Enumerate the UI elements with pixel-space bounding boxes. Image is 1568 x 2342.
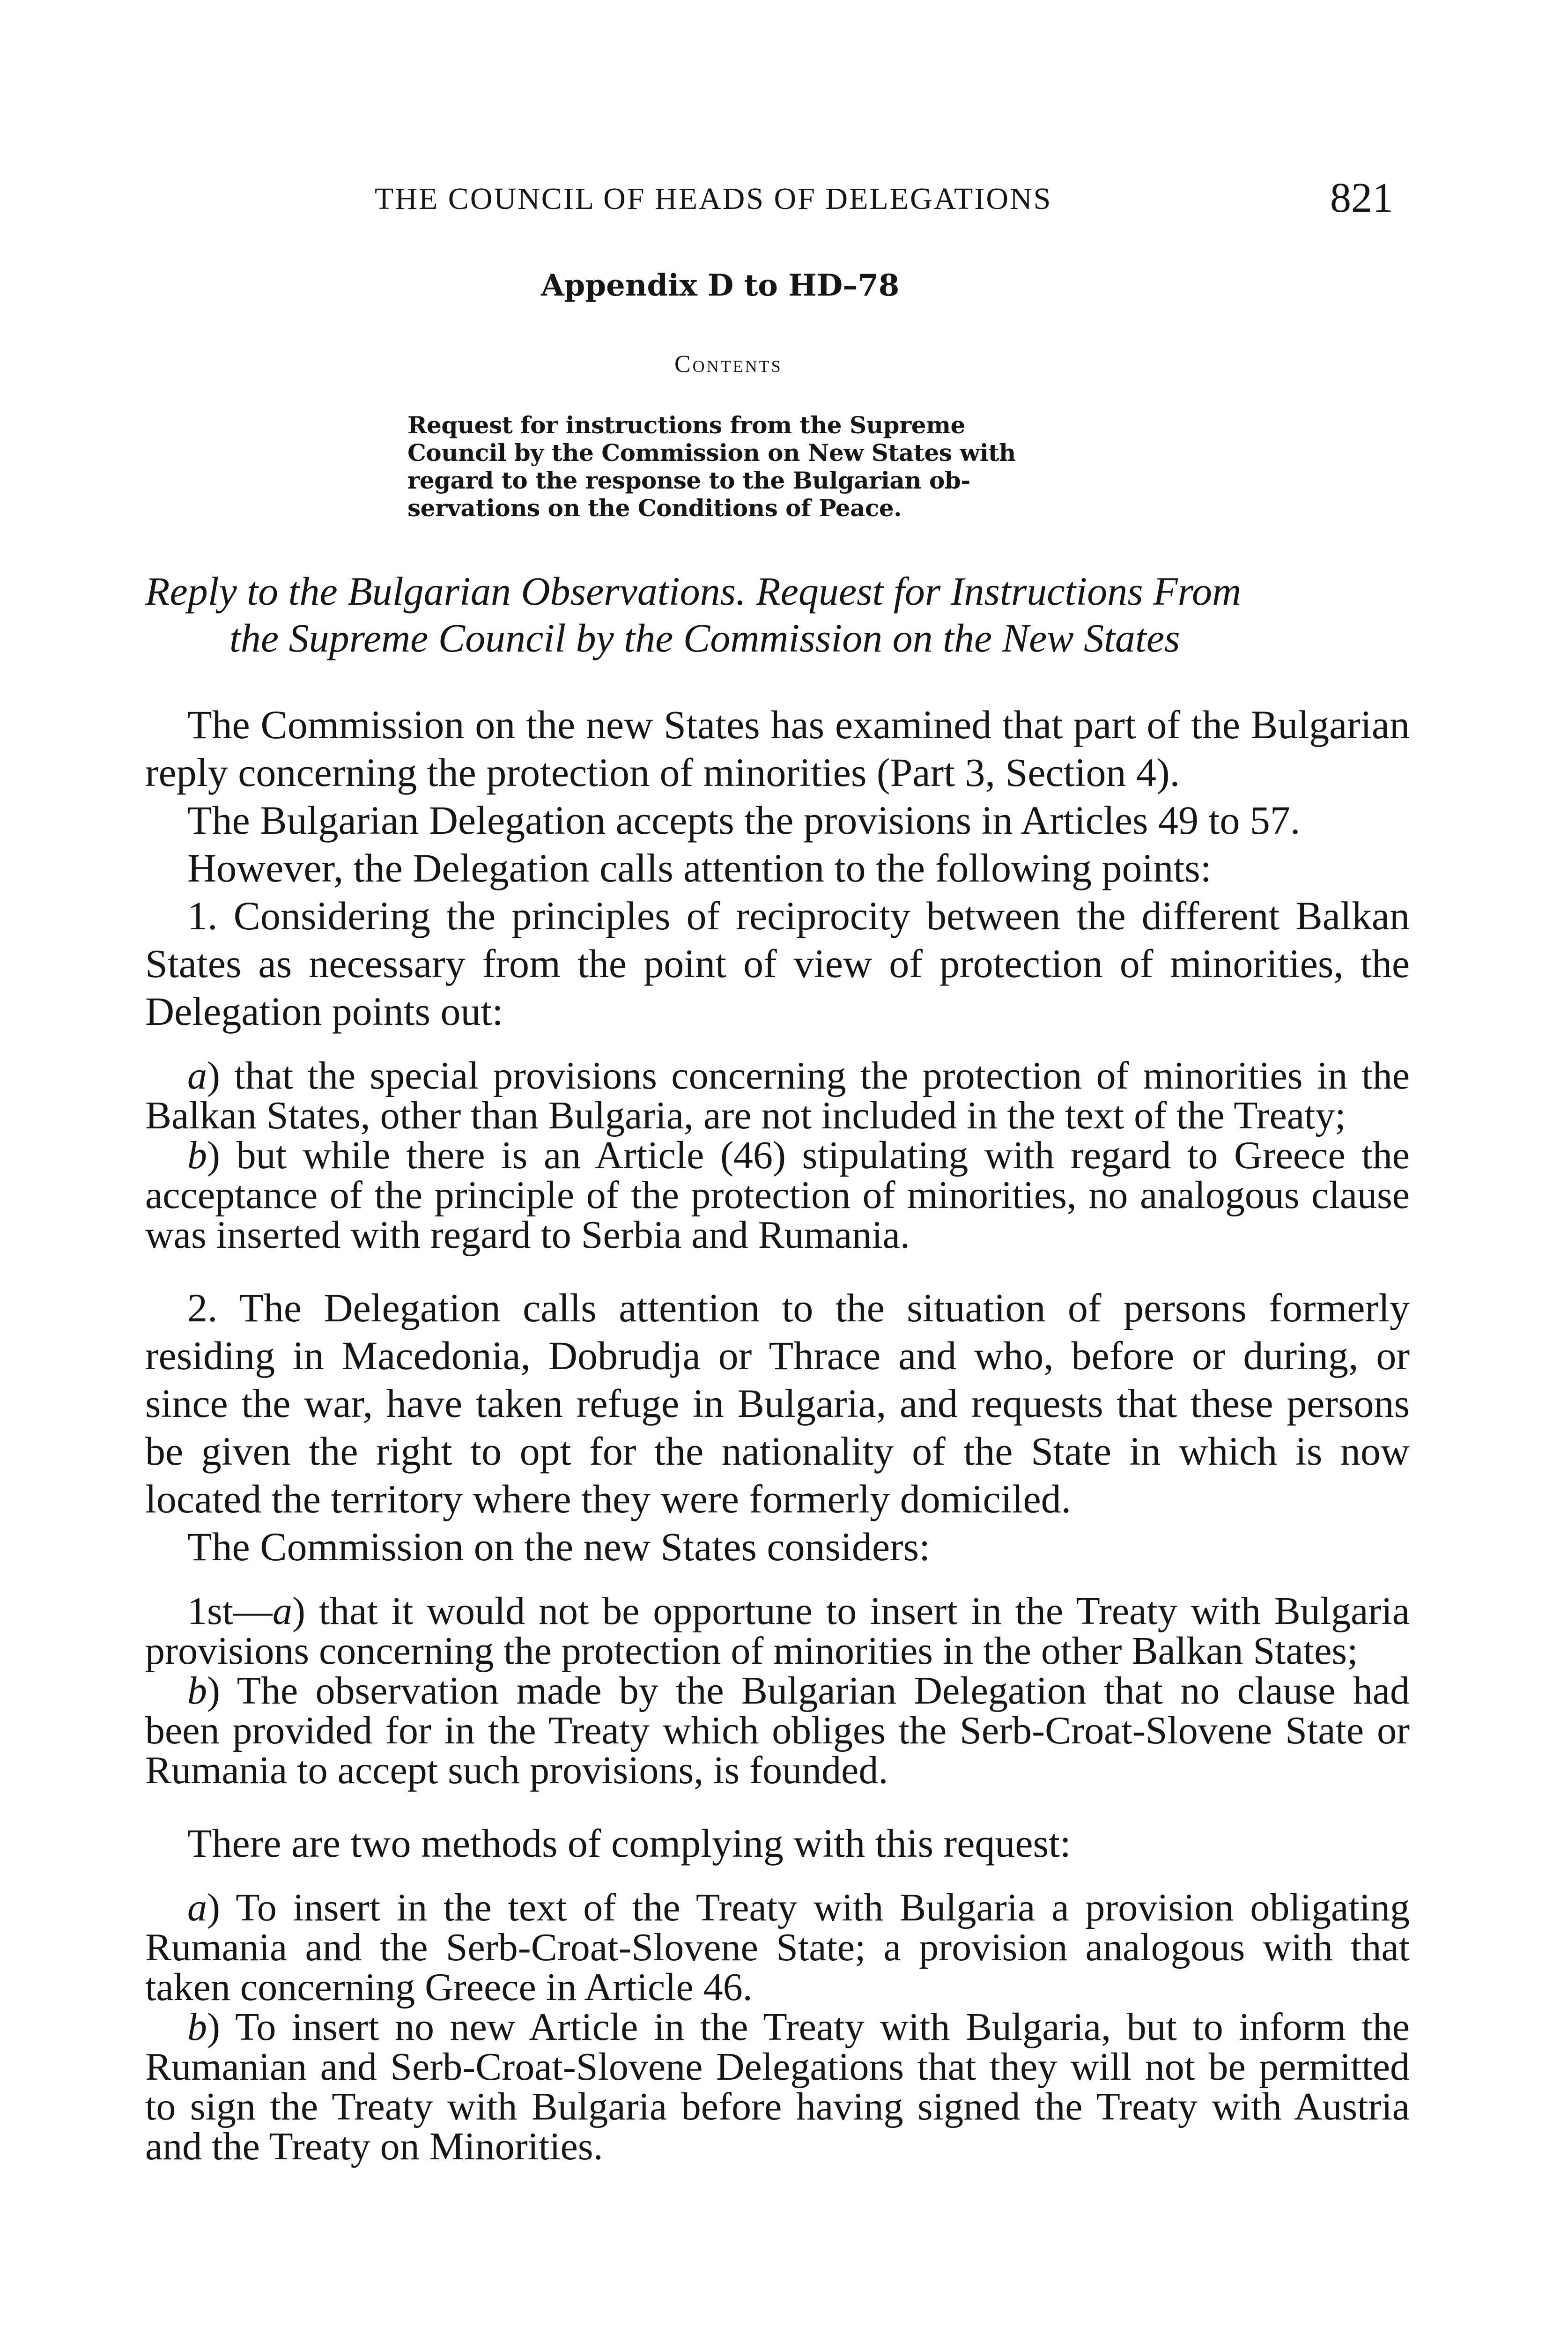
paragraph-point-1a bbox=[145, 1056, 1410, 1135]
paragraph-point-1b bbox=[145, 1135, 1410, 1255]
contents-entry-line: Council by the Commission on New States with bbox=[407, 439, 1016, 467]
paragraph-1st-a bbox=[145, 1591, 1410, 1671]
section-heading bbox=[145, 568, 1410, 661]
contents-label: Contents bbox=[674, 351, 783, 378]
item-text: ) To insert in the text of the Treaty with Bulgaria a provision obligating Rumania and the Serb-Croat-Slovene State; a provision analogous with that taken concerning Greece in Article 46. bbox=[145, 1886, 1410, 2009]
paragraph-commission-examined: The Commission on the new States has examined that part of the Bulgarian reply concerning the protection of minorities (Part 3, Section 4). bbox=[145, 702, 1410, 795]
paragraph-delegation-accepts: The Bulgarian Delegation accepts the provisions in Articles 49 to 57. bbox=[187, 798, 1301, 843]
paragraph-1st-b bbox=[145, 1671, 1410, 1790]
section-heading-line-1: Reply to the Bulgarian Observations. Request for Instructions From bbox=[145, 569, 1242, 614]
paragraph-two-methods: There are two methods of complying with this request: bbox=[187, 1821, 1071, 1866]
page-number: 821 bbox=[1330, 175, 1393, 221]
item-text: ) The observation made by the Bulgarian Delegation that no clause had been provided for in the Treaty which obliges the Serb-Croat-Slovene State or Rumania to accept such provisions, is founded. bbox=[145, 1669, 1410, 1792]
section-heading-line-2: the Supreme Council by the Commission on the New States bbox=[229, 615, 1180, 660]
paragraph-method-b bbox=[145, 2007, 1410, 2166]
contents-entry-line: Request for instructions from the Supreme bbox=[407, 411, 965, 439]
item-text: ) To insert no new Article in the Treaty with Bulgaria, but to inform the Rumanian and Serb-Croat-Slovene Delegations that they will not be permitted to sign the Treaty with Bulgaria before having signed the Treaty with Austria and the Treaty on Minorities. bbox=[145, 2005, 1410, 2168]
item-marker: a bbox=[273, 1589, 293, 1633]
body-text bbox=[145, 701, 1410, 2166]
paragraph-calls-attention: However, the Delegation calls attention to the following points: bbox=[187, 845, 1212, 890]
item-text: ) that it would not be opportune to insert in the Treaty with Bulgaria provisions concerning the protection of minorities in the other Balkan States; bbox=[145, 1589, 1410, 1673]
item-marker: b bbox=[187, 1669, 207, 1712]
item-marker: b bbox=[187, 2005, 207, 2049]
item-marker: a bbox=[187, 1886, 207, 1929]
paragraph-point-2: 2. The Delegation calls attention to the situation of persons formerly residing in Macedonia, Dobrudja or Thrace and who, before or during, or since the war, have taken refuge in Bulgaria, and requests that these persons be given the right to opt for the nationality of the State in which is now located the territory where they were formerly domiciled. bbox=[145, 1285, 1410, 1521]
item-text: ) but while there is an Article (46) stipulating with regard to Greece the acceptance of the principle of the protection of minorities, no analogous clause was inserted with regard to Serbia and Rumania. bbox=[145, 1134, 1410, 1257]
paragraph-commission-considers: The Commission on the new States considers: bbox=[187, 1524, 931, 1569]
contents-entry-line: servations on the Conditions of Peace. bbox=[407, 494, 902, 522]
item-marker: b bbox=[187, 1134, 207, 1177]
item-text: ) that the special provisions concerning the protection of minorities in the Balkan States, other than Bulgaria, are not included in the text of the Treaty; bbox=[145, 1054, 1410, 1137]
paragraph-method-a bbox=[145, 1888, 1410, 2007]
item-prefix: 1st— bbox=[187, 1589, 273, 1633]
contents-entry-line: regard to the response to the Bulgarian ob- bbox=[407, 467, 970, 494]
paragraph-point-1: 1. Considering the principles of reciprocity between the different Balkan States as necessary from the point of view of protection of minorities, the Delegation points out: bbox=[145, 893, 1410, 1034]
appendix-title: Appendix D to HD–78 bbox=[541, 268, 900, 303]
item-marker: a bbox=[187, 1054, 207, 1097]
contents-entry bbox=[407, 411, 1138, 522]
running-head-title: THE COUNCIL OF HEADS OF DELEGATIONS bbox=[375, 182, 1052, 216]
